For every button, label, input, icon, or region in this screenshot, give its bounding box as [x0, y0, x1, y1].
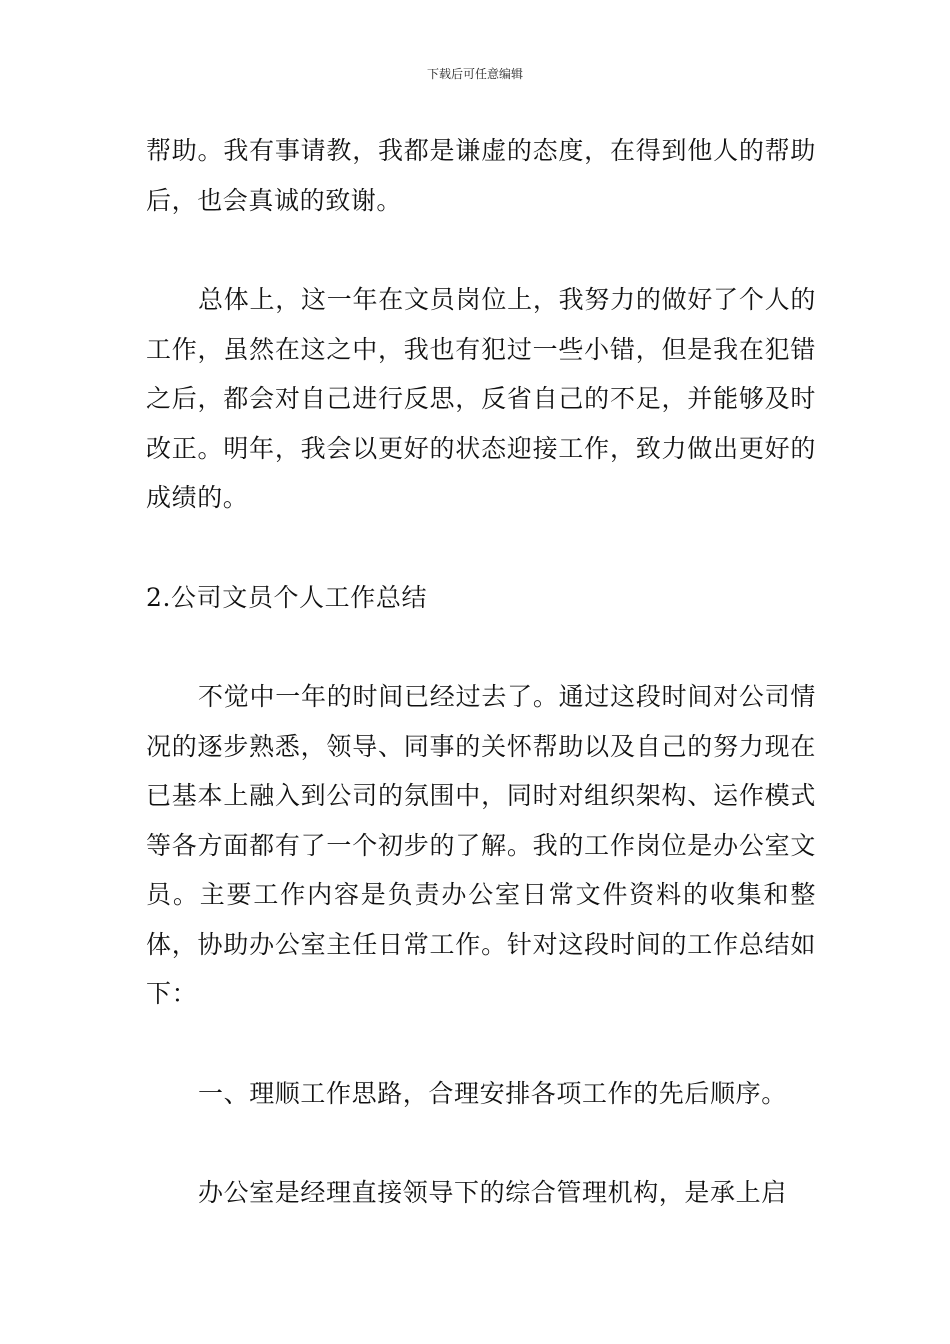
- section-heading: 2.公司文员个人工作总结: [146, 582, 428, 612]
- paragraph-summary: 总体上，这一年在文员岗位上，我努力的做好了个人的工作，虽然在这之中，我也有犯过一些小错，但是我在犯错之后，都会对自己进行反思，反省自己的不足，并能够及时改正。明年，我会以更好的状态迎接工作，致力做出更好的成绩的。: [146, 285, 816, 512]
- document-body: [146, 126, 816, 1218]
- page-header: 下载后可任意编辑: [426, 67, 523, 81]
- paragraph-gap: [146, 523, 816, 573]
- subsection-heading: 一、理顺工作思路，合理安排各项工作的先后顺序。: [198, 1078, 787, 1108]
- paragraph-gap: [146, 1019, 816, 1069]
- paragraph-office: 办公室是经理直接领导下的综合管理机构，是承上启: [198, 1178, 787, 1207]
- paragraph-gap: [146, 1118, 816, 1168]
- paragraph-gap: [146, 225, 816, 275]
- paragraph-gap: [146, 622, 816, 672]
- paragraph-intro: 不觉中一年的时间已经过去了。通过这段时间对公司情况的逐步熟悉，领导、同事的关怀帮助以及自己的努力现在已基本上融入到公司的氛围中，同时对组织架构、运作模式等各方面都有了一个初步的了解。我的工作岗位是办公室文员。主要工作内容是负责办公室日常文件资料的收集和整体，协助办公室主任日常工作。针对这段时间的工作总结如下：: [146, 682, 816, 1008]
- paragraph-continuation: 帮助。我有事请教，我都是谦虚的态度，在得到他人的帮助后，也会真诚的致谢。: [146, 136, 816, 215]
